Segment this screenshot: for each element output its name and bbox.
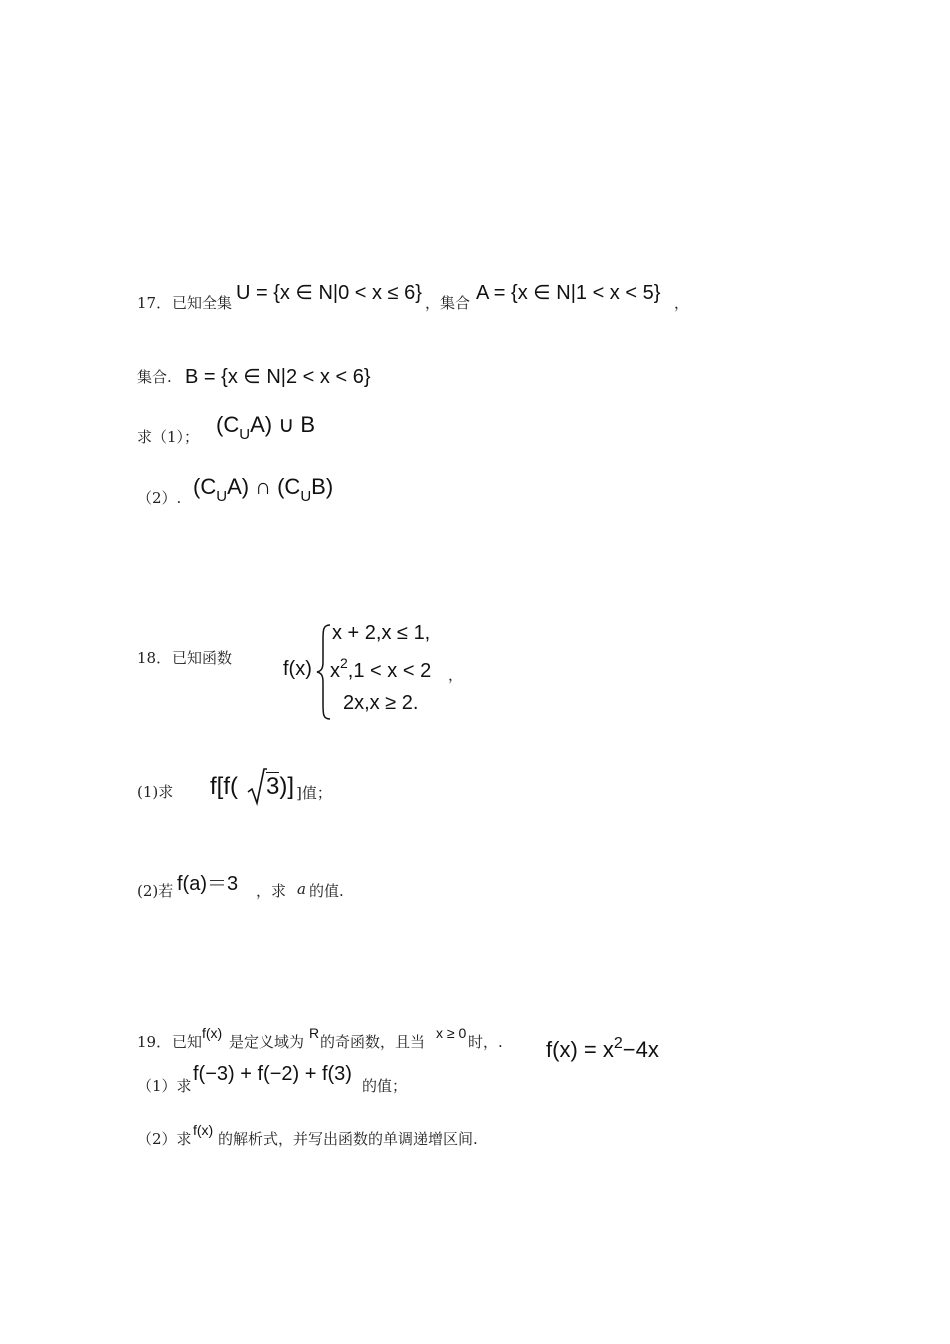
q19-part1-label: （1）求 bbox=[137, 1077, 192, 1095]
q17-set-a: A = {x ∈ N|1 < x < 5} bbox=[476, 282, 661, 304]
q19-part2-tail: 的解析式，并写出函数的单调递增区间. bbox=[218, 1130, 478, 1148]
q18-part1-expr-b: )] bbox=[279, 773, 295, 800]
q19-mid1: 是定义域为 bbox=[229, 1033, 305, 1051]
q18-number: 18． bbox=[137, 649, 172, 667]
q17-sep2: ， bbox=[674, 294, 690, 312]
q17-part1-label: 求（1）； bbox=[137, 428, 200, 446]
q19-r: R bbox=[309, 1025, 320, 1041]
q17-part1-sub: U bbox=[239, 426, 251, 443]
q19-lead: 已知 bbox=[172, 1033, 203, 1051]
q18-part1-expr bbox=[210, 773, 238, 801]
q17-part2-sub1: U bbox=[216, 488, 228, 505]
q18-part2-tail-b: 的值. bbox=[309, 882, 344, 900]
q17-part1-expr-a: (C bbox=[216, 412, 240, 437]
q17-set-b: B = {x ∈ N|2 < x < 6} bbox=[185, 366, 371, 388]
q17-universal-set: U = {x ∈ N|0 < x ≤ 6} bbox=[236, 282, 422, 304]
q19-mid2: 的奇函数，且当 bbox=[320, 1033, 426, 1051]
q17-part2-expr bbox=[193, 474, 334, 505]
q17-part2-sub2: U bbox=[300, 488, 312, 505]
q19-part1-tail: 的值； bbox=[362, 1077, 408, 1095]
q18-case2-base: x bbox=[330, 660, 340, 682]
q17-sep1: ，集合 bbox=[425, 294, 471, 312]
q18-part2-tail-a: ，求 bbox=[256, 882, 287, 900]
q18-part1-label: (1)求 bbox=[137, 783, 174, 801]
q17-part2-expr-c: B) bbox=[311, 474, 334, 499]
q18-case2-sup: 2 bbox=[340, 655, 348, 671]
q18-part2-label: (2)若 bbox=[137, 882, 174, 900]
q19-part2-label: （2）求 bbox=[137, 1130, 192, 1148]
q19-formula-base: f(x) = x bbox=[546, 1037, 614, 1062]
q18-case1: x + 2,x ≤ 1, bbox=[332, 622, 431, 644]
q19-formula-sup: 2 bbox=[613, 1035, 623, 1052]
q19-cond: x ≥ 0 bbox=[436, 1025, 467, 1041]
sqrt-sign bbox=[247, 766, 267, 806]
q18-part1-radicand-wrap bbox=[266, 773, 294, 801]
q18-fx: f(x) bbox=[283, 658, 312, 680]
q17-number: 17． bbox=[137, 294, 172, 312]
q17-line2-lead: 集合. bbox=[137, 368, 172, 386]
q18-part2-expr: f(a)＝3 bbox=[177, 873, 239, 895]
q17-part2-expr-a: (C bbox=[193, 474, 217, 499]
q17-part1-expr bbox=[216, 412, 316, 443]
q17-part1-expr-b: A) ∪ B bbox=[250, 412, 316, 437]
q18-lead: 已知函数 bbox=[172, 649, 233, 667]
q18-part2-var: a bbox=[297, 880, 306, 898]
q19-part1-expr: f(−3) + f(−2) + f(3) bbox=[193, 1063, 352, 1085]
q17-lead: 已知全集 bbox=[172, 294, 233, 312]
q18-part1-expr-a: f[f( bbox=[210, 773, 238, 800]
q18-case2-comma: ， bbox=[448, 666, 464, 684]
q18-part1-tail: ]值； bbox=[296, 784, 332, 802]
q18-part1-radicand: 3 bbox=[266, 773, 280, 800]
q18-case3: 2x,x ≥ 2. bbox=[343, 692, 419, 714]
q19-formula bbox=[546, 1037, 659, 1063]
q19-fx1: f(x) bbox=[202, 1025, 223, 1041]
q17-part2-label: （2）. bbox=[137, 489, 182, 507]
q19-mid3: 时，. bbox=[468, 1033, 503, 1051]
q19-number: 19． bbox=[137, 1033, 172, 1051]
q18-case2-rest: ,1 < x < 2 bbox=[347, 660, 432, 682]
q19-formula-rest: −4x bbox=[622, 1037, 659, 1062]
q17-part2-expr-b: A) ∩ (C bbox=[227, 474, 301, 499]
q18-case2 bbox=[330, 655, 432, 683]
q19-part2-fx: f(x) bbox=[193, 1122, 214, 1138]
